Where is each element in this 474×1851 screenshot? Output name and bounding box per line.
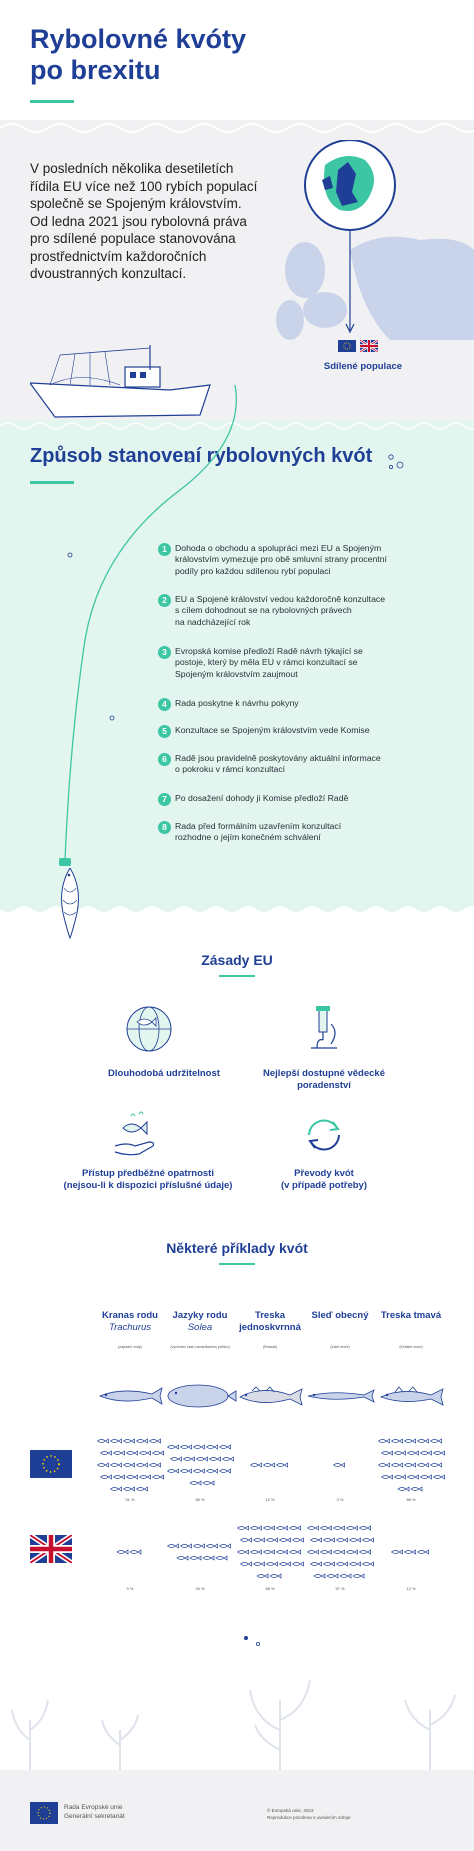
- step-text: [175, 753, 381, 776]
- fish-mark: [324, 1562, 335, 1566]
- fish-mark: [117, 1550, 128, 1554]
- fish-mark: [150, 1439, 161, 1443]
- step-number-badge: 4: [158, 698, 171, 711]
- fish-mark: [220, 1544, 231, 1548]
- fish-mark: [267, 1562, 278, 1566]
- species-header: [162, 1310, 238, 1333]
- fish-mark: [405, 1463, 416, 1467]
- species-name: jednoskvrnná: [239, 1321, 301, 1333]
- step-text: [175, 793, 348, 804]
- step-item: [158, 793, 398, 806]
- intro-line: prostřednictvím každoročních: [30, 248, 207, 264]
- fish-mark: [203, 1481, 214, 1485]
- fish-mark: [207, 1445, 218, 1449]
- header: [0, 0, 474, 120]
- species-name: Jazyky rodu: [172, 1310, 228, 1321]
- fish-mark: [220, 1445, 231, 1449]
- step-number-badge: 8: [158, 821, 171, 834]
- fish-mark: [251, 1550, 262, 1554]
- step-line: na nadcházející rok: [175, 616, 251, 627]
- fish-mark: [280, 1562, 291, 1566]
- fish-mark: [324, 1538, 335, 1542]
- fish-mark: [379, 1463, 390, 1467]
- fish-mark: [127, 1451, 138, 1455]
- fish-mark: [238, 1526, 249, 1530]
- step-line: EU a Spojené království vedou každoročně konzultace: [175, 594, 386, 604]
- species-area: (západní vody): [118, 1345, 142, 1349]
- fish-mark: [392, 1439, 403, 1443]
- fish-mark: [98, 1463, 109, 1467]
- step-item: [158, 594, 398, 628]
- fish-mark: [379, 1439, 390, 1443]
- fish-mark: [321, 1526, 332, 1530]
- fish-mark: [382, 1475, 393, 1479]
- fish-mark: [434, 1451, 445, 1455]
- intro-text: [30, 160, 270, 283]
- step-item: [158, 543, 398, 577]
- fish-mark: [267, 1538, 278, 1542]
- fish-mark: [311, 1562, 322, 1566]
- fish-mark: [194, 1469, 205, 1473]
- fish-mark: [270, 1574, 281, 1578]
- fish-mark: [197, 1457, 208, 1461]
- fish-mark: [382, 1451, 393, 1455]
- step-item: [158, 698, 398, 711]
- fish-mark: [264, 1526, 275, 1530]
- step-number-badge: 5: [158, 725, 171, 738]
- fish-mark: [241, 1538, 252, 1542]
- step-text: [175, 725, 370, 736]
- fish-mark: [114, 1451, 125, 1455]
- fish-mark: [277, 1550, 288, 1554]
- process-title: Způsob stanovení rybolovných kvót: [30, 445, 373, 467]
- fish-quota-cluster: [92, 1430, 168, 1500]
- recycle-arrows-icon: [297, 1108, 351, 1162]
- fish-mark: [220, 1469, 231, 1473]
- intro-line: dvoustranných konzultací.: [30, 266, 187, 281]
- species-header: [92, 1310, 168, 1333]
- fish-mark: [334, 1550, 345, 1554]
- step-line: Rada poskytne k návrhu pokyny: [175, 698, 299, 708]
- footer-org-line: Generální sekretariát: [64, 1812, 125, 1820]
- principle-label: [229, 1168, 419, 1192]
- step-number-badge: 7: [158, 793, 171, 806]
- fish-mark: [168, 1445, 179, 1449]
- fish-mark: [350, 1538, 361, 1542]
- fish-mark: [101, 1475, 112, 1479]
- fish-mark: [264, 1550, 275, 1554]
- footer-copy-line: Reprodukce povolena s uvedením zdroje: [267, 1814, 351, 1820]
- step-item: [158, 646, 398, 680]
- step-item: [158, 753, 398, 776]
- fish-quota-cluster: [302, 1517, 378, 1587]
- fish-mark: [101, 1451, 112, 1455]
- footer-copy-line: © Evropská unie, 2023: [267, 1808, 314, 1813]
- fish-mark: [340, 1574, 351, 1578]
- fish-mark: [171, 1457, 182, 1461]
- fish-mark: [392, 1463, 403, 1467]
- fish-mark: [210, 1457, 221, 1461]
- step-number-badge: 6: [158, 753, 171, 766]
- fish-mark: [290, 1550, 301, 1554]
- fish-mark: [137, 1439, 148, 1443]
- fish-mark: [254, 1538, 265, 1542]
- hooked-fish-icon: [55, 868, 85, 940]
- fish-mark: [360, 1526, 371, 1530]
- fish-mark: [168, 1469, 179, 1473]
- step-line: Rada před formálním uzavřením konzultací: [175, 821, 342, 831]
- shared-populations-label: Sdílené populace: [323, 361, 403, 372]
- intro-line: společně se Spojeným královstvím.: [30, 196, 242, 211]
- principle-line: Převody kvót: [294, 1168, 354, 1179]
- fish-mark: [308, 1526, 319, 1530]
- footer-copyright: [267, 1808, 351, 1821]
- fish-mark: [392, 1550, 403, 1554]
- fish-mark: [190, 1556, 201, 1560]
- fish-mark: [168, 1544, 179, 1548]
- uk-quota-percent: 97 %: [335, 1586, 345, 1591]
- fish-quota-cluster: [162, 1517, 238, 1587]
- step-line: o pokroku v rámci konzultací: [175, 764, 286, 775]
- fish-mark: [177, 1556, 188, 1560]
- fish-mark: [124, 1439, 135, 1443]
- step-item: [158, 821, 398, 844]
- fish-mark: [140, 1475, 151, 1479]
- uk-quota-percent: 88 %: [265, 1586, 275, 1591]
- step-line: Po dosažení dohody ji Komise předloží Radě: [175, 793, 349, 803]
- principles-title-underline: [219, 975, 255, 977]
- species-name: Sleď obecný: [311, 1310, 369, 1321]
- step-line: Evropská komise předloží Radě návrh týkající se: [175, 646, 363, 656]
- herring-icon: [302, 1383, 378, 1409]
- fish-mark: [124, 1463, 135, 1467]
- eu-quota-percent: 88 %: [406, 1497, 416, 1502]
- fish-mark: [337, 1538, 348, 1542]
- species-header: [302, 1310, 378, 1322]
- fish-mark: [418, 1439, 429, 1443]
- fish-mark: [398, 1487, 409, 1491]
- intro-line: V posledních několika desetiletích: [30, 161, 234, 176]
- fish-mark: [181, 1445, 192, 1449]
- principle-line: poradenství: [297, 1080, 351, 1091]
- fish-mark: [421, 1451, 432, 1455]
- step-text: [175, 594, 385, 628]
- fish-mark: [405, 1550, 416, 1554]
- fish-mark: [140, 1451, 151, 1455]
- shared-flags: [338, 340, 378, 352]
- hand-fish-icon: [109, 1108, 163, 1162]
- quota-title-underline: [219, 1263, 255, 1265]
- step-line: podíly pro každou sdílenou rybí populaci: [175, 565, 331, 576]
- principles-title: Zásady EU: [201, 952, 273, 968]
- fish-mark: [408, 1475, 419, 1479]
- fish-mark: [418, 1463, 429, 1467]
- fish-mark: [311, 1538, 322, 1542]
- fish-mark: [238, 1550, 249, 1554]
- principle-line: Dlouhodobá udržitelnost: [108, 1068, 220, 1079]
- species-name: Kranas rodu: [102, 1310, 158, 1321]
- eu-flag-icon: [30, 1450, 72, 1478]
- horse-mackerel-icon: [92, 1383, 168, 1409]
- uk-flag-icon: [30, 1535, 72, 1563]
- fish-mark: [251, 1526, 262, 1530]
- seabed-coral-icon: [0, 1630, 474, 1770]
- footer-organization: [64, 1804, 125, 1821]
- species-area: (Keltské moře): [399, 1345, 423, 1349]
- step-line: Radě jsou pravidelně poskytovány aktuální informace: [175, 753, 381, 763]
- species-name: Treska: [254, 1310, 286, 1321]
- fish-mark: [216, 1556, 227, 1560]
- fish-mark: [347, 1550, 358, 1554]
- fish-mark: [327, 1574, 338, 1578]
- fish-mark: [98, 1439, 109, 1443]
- fish-mark: [130, 1550, 141, 1554]
- fish-quota-cluster: [92, 1517, 168, 1587]
- step-text: [175, 698, 299, 709]
- fish-mark: [395, 1451, 406, 1455]
- fish-mark: [124, 1487, 135, 1491]
- principle-label: [229, 1068, 419, 1092]
- fish-mark: [264, 1463, 275, 1467]
- fish-quota-cluster: [162, 1430, 238, 1500]
- fish-mark: [181, 1544, 192, 1548]
- fish-mark: [194, 1544, 205, 1548]
- species-name: Treska tmavá: [380, 1310, 442, 1321]
- step-text: [175, 821, 341, 844]
- species-latin-name: Trachurus: [108, 1321, 152, 1333]
- fish-mark: [277, 1526, 288, 1530]
- fish-mark: [190, 1481, 201, 1485]
- fish-mark: [114, 1475, 125, 1479]
- eu-quota-percent: 66 %: [195, 1497, 205, 1502]
- fish-quota-cluster: [232, 1517, 308, 1587]
- fish-mark: [241, 1562, 252, 1566]
- intro-line: pro sdílené populace stanovována: [30, 231, 236, 246]
- fish-mark: [308, 1550, 319, 1554]
- fish-mark: [150, 1463, 161, 1467]
- fish-mark: [137, 1487, 148, 1491]
- page-title: [30, 24, 330, 86]
- eu-quota-percent: 12 %: [265, 1497, 275, 1502]
- fish-mark: [257, 1574, 268, 1578]
- fish-quota-cluster: [373, 1430, 449, 1500]
- title-line-1: Rybolovné kvóty: [30, 24, 247, 54]
- step-line: rozhodne o jejím konečném schválení: [175, 832, 321, 843]
- uk-quota-percent: 12 %: [406, 1586, 416, 1591]
- fish-mark: [127, 1475, 138, 1479]
- step-item: [158, 725, 398, 738]
- fish-quota-cluster: [302, 1430, 378, 1500]
- step-number-badge: 2: [158, 594, 171, 607]
- fish-mark: [405, 1439, 416, 1443]
- principle-label: [53, 1168, 243, 1192]
- principle-line: (nejsou-li k dispozici příslušné údaje): [63, 1180, 233, 1191]
- species-header: [373, 1310, 449, 1322]
- step-text: [175, 543, 387, 577]
- intro-line: řídila EU více než 100 rybích populací: [30, 178, 258, 194]
- haddock-icon: [232, 1383, 308, 1409]
- step-number-badge: 3: [158, 646, 171, 659]
- pollack-icon: [373, 1383, 449, 1409]
- species-latin-name: Solea: [187, 1321, 213, 1333]
- fish-mark: [321, 1550, 332, 1554]
- fish-mark: [280, 1538, 291, 1542]
- fish-mark: [203, 1556, 214, 1560]
- intro-line: Od ledna 2021 jsou rybolovná práva: [30, 213, 247, 229]
- eu-flag-icon: [338, 340, 356, 352]
- fish-mark: [194, 1445, 205, 1449]
- footer: [0, 1770, 474, 1851]
- fish-mark: [254, 1562, 265, 1566]
- fish-mark: [137, 1463, 148, 1467]
- fish-mark: [207, 1544, 218, 1548]
- uk-quota-percent: 9 %: [126, 1586, 134, 1591]
- footer-org-line: Rada Evropské unie: [64, 1804, 123, 1811]
- fish-mark: [418, 1550, 429, 1554]
- fish-mark: [411, 1487, 422, 1491]
- step-line: Dohoda o obchodu a spolupráci mezi EU a Spojeným: [175, 543, 382, 553]
- fish-mark: [434, 1475, 445, 1479]
- fish-mark: [363, 1562, 374, 1566]
- fish-mark: [277, 1463, 288, 1467]
- fish-mark: [314, 1574, 325, 1578]
- fish-mark: [363, 1538, 374, 1542]
- fish-mark: [111, 1487, 122, 1491]
- eu-quota-percent: 91 %: [125, 1497, 135, 1502]
- step-number-badge: 1: [158, 543, 171, 556]
- fish-mark: [431, 1439, 442, 1443]
- step-line: Konzultace se Spojeným královstvím vede Komise: [175, 725, 370, 735]
- wave-divider-icon: [0, 120, 474, 136]
- fish-quota-cluster: [232, 1430, 308, 1500]
- fish-mark: [431, 1463, 442, 1467]
- species-header: [232, 1310, 308, 1333]
- fish-mark: [421, 1475, 432, 1479]
- fish-quota-cluster: [373, 1517, 449, 1587]
- fish-mark: [337, 1562, 348, 1566]
- fish-mark: [353, 1574, 364, 1578]
- step-line: Spojeným královstvím zaujmout: [175, 668, 298, 679]
- fish-mark: [251, 1463, 262, 1467]
- fish-mark: [111, 1439, 122, 1443]
- step-text: [175, 646, 363, 680]
- fish-mark: [181, 1469, 192, 1473]
- sole-fish-icon: [162, 1383, 238, 1409]
- europe-map-icon: [270, 140, 474, 340]
- step-line: s cílem dohodnout se na rybolovných právech: [175, 605, 352, 616]
- step-line: postoje, který by měla EU v rámci konzultací se: [175, 657, 358, 668]
- uk-flag-icon: [360, 340, 378, 352]
- eu-quota-percent: 3 %: [336, 1497, 344, 1502]
- title-line-2: po brexitu: [30, 55, 161, 85]
- title-underline: [30, 100, 74, 103]
- uk-quota-percent: 34 %: [195, 1586, 205, 1591]
- species-area: (východní část Lamanšského průlivu): [170, 1345, 230, 1349]
- fish-mark: [360, 1550, 371, 1554]
- species-area: (Rockall): [262, 1345, 278, 1349]
- step-line: královstvím vymezuje pro obě smluvní strany procentní: [175, 554, 387, 565]
- fish-mark: [184, 1457, 195, 1461]
- principle-line: Přístup předběžné opatrnosti: [82, 1168, 214, 1179]
- species-area: (Irské moře): [330, 1345, 350, 1349]
- council-logo-icon: [30, 1802, 58, 1824]
- bubbles-icon: [386, 452, 406, 472]
- fish-mark: [347, 1526, 358, 1530]
- fish-mark: [350, 1562, 361, 1566]
- microscope-icon: [297, 1002, 351, 1056]
- globe-fish-icon: [122, 1002, 176, 1056]
- fish-mark: [207, 1469, 218, 1473]
- principle-line: (v případě potřeby): [280, 1180, 368, 1191]
- principle-line: Nejlepší dostupné vědecké: [263, 1068, 385, 1079]
- fish-mark: [334, 1463, 345, 1467]
- fish-mark: [290, 1526, 301, 1530]
- fish-mark: [408, 1451, 419, 1455]
- quota-examples-title: Některé příklady kvót: [166, 1240, 308, 1256]
- fish-mark: [111, 1463, 122, 1467]
- fish-mark: [334, 1526, 345, 1530]
- fish-mark: [395, 1475, 406, 1479]
